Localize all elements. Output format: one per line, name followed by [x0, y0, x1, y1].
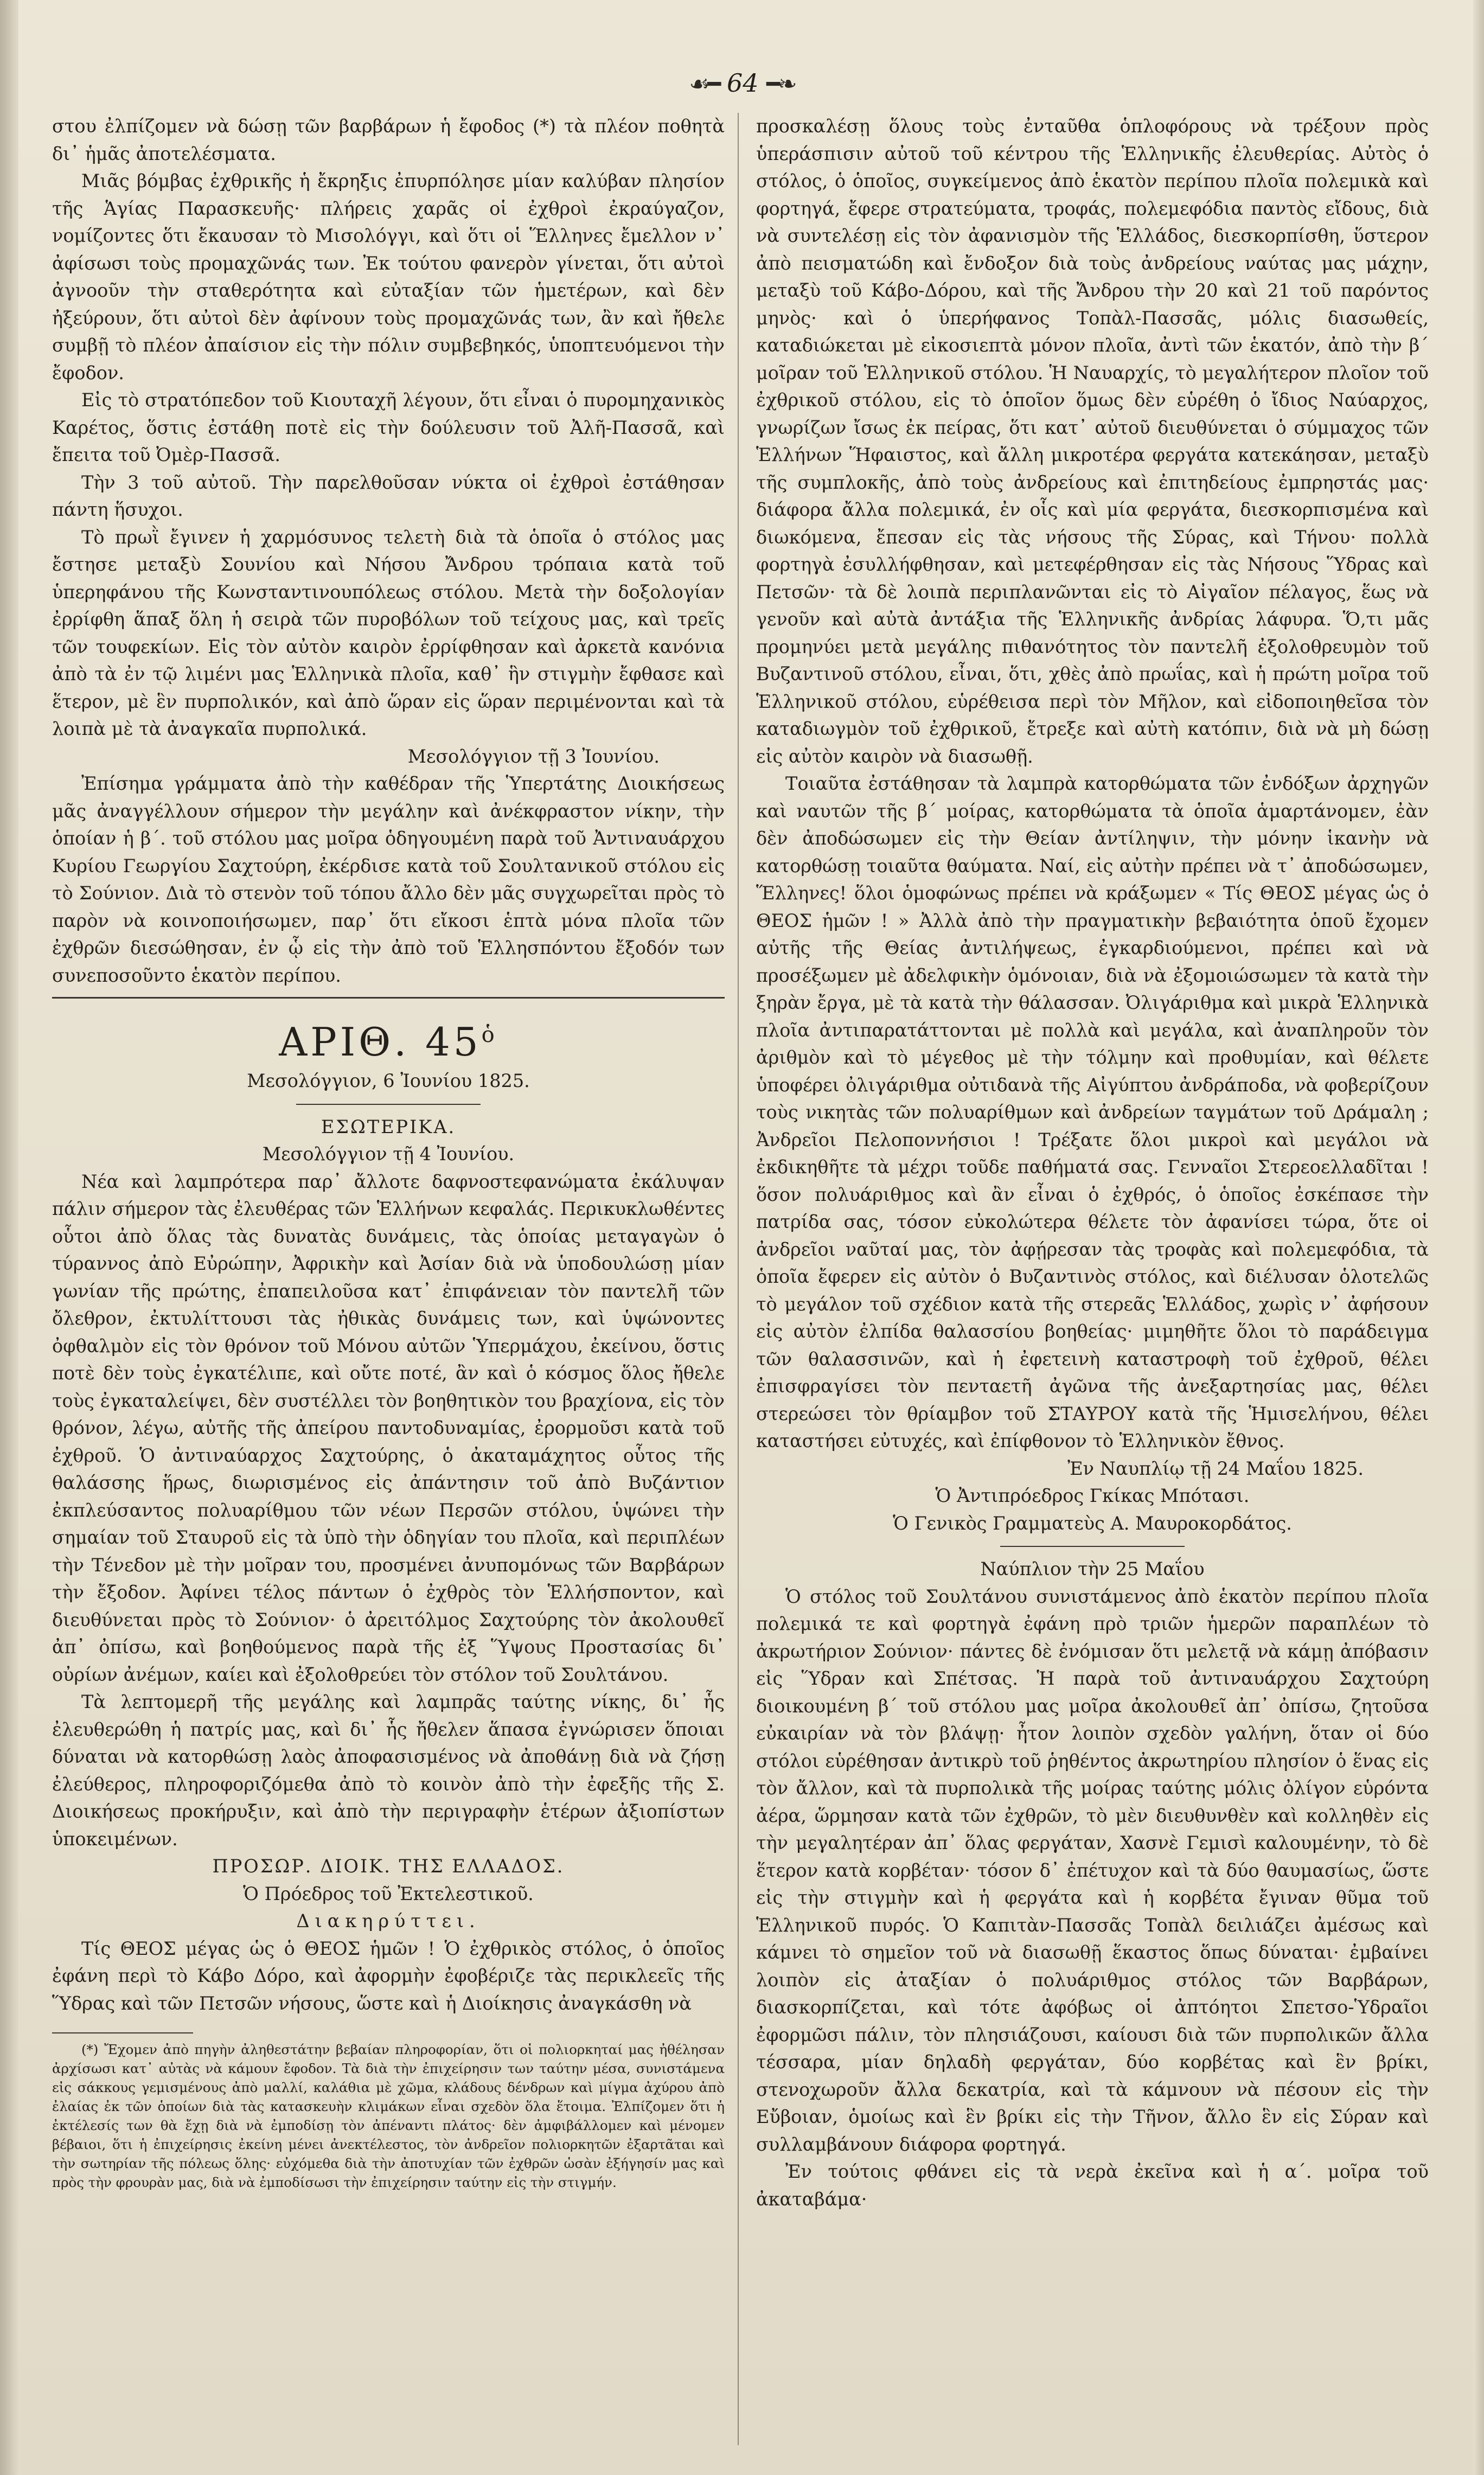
signature-secretary: Ὁ Γενικὸς Γραμματεὺς Α. Μαυροκορδάτος. [893, 1512, 1292, 1534]
paragraph: Ἐπίσημα γράμματα ἀπὸ τὴν καθέδραν τῆς Ὑπερτάτης Διοικήσεως μᾶς ἀναγγέλλουν σήμερον τὴν μεγάλην καὶ ἀνέκφραστον νίκην, τὴν ὁποίαν ἡ β΄. τοῦ στόλου μας μοῖρα ὁδηγουμένη παρὰ τοῦ Ἀντιναυάρχου Κυρίου Γεωργίου Σαχτούρη, ἐκέρδισε κατὰ τοῦ Σουλτανικοῦ στόλου εἰς τὸ Σούνιον. Διὰ τὸ στενὸν τοῦ τόπου ἄλλο δὲν μᾶς συγχωρεῖται πρὸς τὸ παρὸν νὰ κοινοποιήσωμεν, παρ᾽ ὅτι εἴκοσι ἑπτὰ μόνα πλοῖα τῶν ἐχθρῶν διεσώθησαν, ἐν ᾧ εἰς τὴν ἀπὸ τοῦ Ἑλλησπόντου ἔξοδόν των συνεποσοῦντο ἑκατὸν περίπου. [52, 773, 725, 986]
dateline: Ναύπλιον τὴν 25 Μαΐου [980, 1558, 1205, 1579]
section-rule [52, 997, 725, 999]
left-column [52, 113, 725, 2418]
paragraph: Τὴν 3 τοῦ αὐτοῦ. Τὴν παρελθοῦσαν νύκτα οἱ ἐχθροὶ ἐστάθησαν πάντη ἥσυχοι. [52, 471, 725, 520]
page-number: 64 [726, 68, 759, 98]
dateline: Μεσολόγγιον τῇ 4 Ἰουνίου. [262, 1143, 515, 1165]
paragraph: Τὸ πρωῒ ἔγινεν ἡ χαρμόσυνος τελετὴ διὰ τὰ ὁποῖα ὁ στόλος μας ἔστησε μεταξὺ Σουνίου καὶ Νήσου Ἄνδρου τρόπαια κατὰ τοῦ ὑπερηφάνου τῆς Κωνσταντινουπόλεως στόλου. Μετὰ τὴν δοξολογίαν ἐρρίφθη ἅπαξ ὅλη ἡ σειρὰ τῶν πυροβόλων τοῦ τείχους μας, καὶ τρεῖς τῶν τουφεκίων. Εἰς τὸν αὐτὸν καιρὸν ἐρρίφθησαν καὶ ἀρκετὰ κανόνια ἀπὸ τὰ ἐν τῷ λιμένι μας Ἑλληνικὰ πλοῖα, καθ᾽ ἣν στιγμὴν ἔφθασε καὶ ἕτερον, μὲ ἓν πυρπολικόν, καὶ ἀπὸ ὥραν εἰς ὥραν περιμένονται καὶ τὰ λοιπὰ μὲ τὰ ἀναγκαῖα πυρπολικά. [52, 526, 725, 739]
paragraph: Τὰ λεπτομερῆ τῆς μεγάλης καὶ λαμπρᾶς ταύτης νίκης, δι᾽ ἧς ἐλευθερώθη ἡ πατρίς μας, καὶ δι᾽ ἧς ἤθελεν ἅπασα ἐγνώρισεν ὅποιαι δύναται νὰ κατορθώσῃ λαὸς ἀποφασισμένος νὰ ἀποθάνῃ διὰ νὰ ζήσῃ ἐλεύθερος, πληροφοριζόμεθα ἀπὸ τὸ κοινὸν ἀπὸ τὴν ἐφεξῆς τῆς Σ. Διοικήσεως προκήρυξιν, καὶ ἀπὸ τὴν περιγραφὴν ἑτέρων ἀξιοπίστων ὑποκειμένων. [52, 1691, 725, 1850]
paragraph: Τίς ΘΕΟΣ μέγας ὡς ὁ ΘΕΟΣ ἡμῶν ! Ὁ ἐχθρικὸς στόλος, ὁ ὁποῖος ἐφάνη περὶ τὸ Κάβο Δόρο, καὶ ἀφορμὴν ἐφοβέριζε τὰς περικλεεῖς τῆς Ὕδρας καὶ τῶν Πετσῶν νήσους, ὥστε καὶ ἡ Διοίκησις ἀναγκάσθη νὰ [52, 1937, 725, 2014]
paragraph: στου ἐλπίζομεν νὰ δώσῃ τῶν βαρβάρων ἡ ἔφοδος (*) τὰ πλέον ποθητὰ δι᾽ ἡμᾶς ἀποτελέσματα. [52, 116, 725, 164]
section-heading: ΕΣΩΤΕΡΙΚΑ. [321, 1116, 456, 1137]
signature-vice-president: Ὁ Ἀντιπρόεδρος Γκίκας Μπότασι. [935, 1485, 1250, 1506]
paragraph: προσκαλέσῃ ὅλους τοὺς ἐνταῦθα ὁπλοφόρους νὰ τρέξουν πρὸς ὑπεράσπισιν αὐτοῦ τοῦ κέντρου τῆς Ἑλληνικῆς ἐλευθερίας. Αὐτὸς ὁ στόλος, ὁ ὁποῖος, συγκείμενος ἀπὸ ἑκατὸν περίπου πλοῖα πολεμικὰ καὶ φορτηγά, ἔφερε στρατεύματα, τροφάς, πολεμεφόδια παντὸς εἴδους, διὰ νὰ συντελέσῃ εἰς τὸν ἀφανισμὸν τῆς Ἑλλάδος, διεσκορπίσθη, ὕστερον ἀπὸ πεισματώδη καὶ ἔνδοξον διὰ τοὺς ἀνδρείους ναύτας μας μάχην, μεταξὺ τοῦ Κάβο-Δόρου, καὶ τῆς Ἄνδρου τὴν 20 καὶ 21 τοῦ παρόντος μηνὸς· καὶ ὁ ὑπερήφανος Τοπὰλ-Πασσᾶς, μόλις διασωθείς, καταδιώκεται μὲ εἰκοσιεπτὰ μόνον πλοῖα, ἀντὶ τῶν ἑκατόν, ἀπὸ τὴν β΄ μοῖραν τοῦ Ἑλληνικοῦ στόλου. Ἡ Ναυαρχίς, τὸ μεγαλήτερον πλοῖον τοῦ ἐχθρικοῦ στόλου, εἰς τὸ ὁποῖον ὅμως δὲν εὑρέθη ὁ ἴδιος Ναύαρχος, γνωρίζων ἴσως ἐκ πείρας, ὅτι κατ᾽ αὐτοῦ διευθύνεται ὁ σύμμαχος τῶν Ἑλλήνων Ἥφαιστος, καὶ ἄλλη μικροτέρα φεργάτα κατεκάησαν, μεταξὺ τῆς συμπλοκῆς, ἀπὸ τοὺς ἀνδρείους καὶ ἐπιτηδείους ἐμπρηστάς μας· διάφορα ἄλλα πολεμικά, ἐν οἷς καὶ μία φεργάτα, διεσκορπισμένα καὶ διωκόμενα, ἔπεσαν εἰς τὰς νήσους τῆς Σύρας, καὶ Τήνου· πολλὰ φορτηγὰ ἐσυλλήφθησαν, καὶ μετεφέρθησαν εἰς τὰς Νήσους Ὕδρας καὶ Πετσῶν· τὰ δὲ λοιπὰ περιπλανῶνται εἰς τὸ Αἰγαῖον πέλαγος, ἕως νὰ γενοῦν καὶ αὐτὰ ἀντάξια τῆς Ἑλληνικῆς ἀνδρίας λάφυρα. Ὅ,τι μᾶς προμηνύει μετὰ μεγάλης πιθανότητος τὸν παντελῆ ἐξολοθρευμὸν τοῦ Βυζαντινοῦ στόλου, εἶναι, ὅτι, χθὲς ἀπὸ πρωΐας, καὶ ἡ πρώτη μοῖρα τοῦ Ἑλληνικοῦ στόλου, εὑρέθεισα περὶ τὸν Μῆλον, καὶ εἰδοποιηθεῖσα τὸν καταδιωγμὸν τοῦ ἐχθρικοῦ, ἔτρεξε καὶ αὐτὴ κατόπιν, διὰ νὰ μὴ δώσῃ εἰς αὐτὸν καιρὸν νὰ διασωθῇ. [756, 116, 1429, 767]
column-divider [738, 113, 739, 2445]
decree-president: Ὁ Πρόεδρος τοῦ Ἐκτελεστικοῦ. [243, 1883, 534, 1904]
issue-suffix: ὁ [481, 1022, 498, 1047]
hand-ornament-left-icon: ☙━ [689, 71, 719, 97]
page-number-header [0, 68, 1484, 98]
paragraph: Τοιαῦτα ἐστάθησαν τὰ λαμπρὰ κατορθώματα τῶν ἐνδόξων ἀρχηγῶν καὶ ναυτῶν τῆς β΄ μοίρας, κατορθώματα τὰ ὁποῖα ἁμαρτάνομεν, ἐὰν δὲν ἀποδώσωμεν εἰς τὴν Θείαν ἀντίληψιν, τὴν μόνην ἱκανὴν νὰ κατορθώσῃ τοιαῦτα θαύματα. Ναί, εἰς αὐτὴν πρέπει νὰ τ᾽ ἀποδώσωμεν, Ἕλληνες! ὅλοι ὁμοφώνως πρέπει νὰ κράξωμεν « Τίς ΘΕΟΣ μέγας ὡς ὁ ΘΕΟΣ ἡμῶν ! » Ἀλλὰ ἀπὸ τὴν πραγματικὴν βεβαιότητα ὁποῦ ἔχομεν αὐτῆς τῆς Θείας ἀντιλήψεως, ἐγκαρδιούμενοι, πρέπει καὶ νὰ προσέξωμεν μὲ ἀδελφικὴν ὁμόνοιαν, διὰ νὰ ἐξομοιώσωμεν τὰ κατὰ τὴν ξηρὰν ἔργα, μὲ τὰ κατὰ τὴν θάλασσαν. Ὀλιγάριθμα καὶ μικρὰ Ἑλληνικὰ πλοῖα ἀντιπαρατάττονται μὲ πολλὰ καὶ μεγάλα, καὶ ἀναπληροῦν τὸν ἀριθμὸν καὶ τὸ μέγεθος μὲ τὴν τόλμην καὶ προθυμίαν, καὶ θέλετε ὑποφέρει ὀλιγάριθμα οὐτιδανὰ τῆς Αἰγύπτου ἀνδράποδα, νὰ φοβερίζουν τοὺς νικητὰς τῶν πολυαρίθμων καὶ ἀνδρείων ταγμάτων τοῦ Δράμαλη ; Ἀνδρεῖοι Πελοποννήσιοι ! Τρέξατε ὅλοι μικροὶ καὶ μεγάλοι νὰ ἐκδικηθῆτε τὰ μέχρι τοῦδε παθήματά σας. Γενναῖοι Στερεοελλαδῖται ! ὅσον πολυάριθμος καὶ ἂν εἶναι ὁ ἐχθρός, ὁ ὁποῖος ἐσκέπασε τὴν πατρίδα σας, τόσον εὐκολώτερα θέλετε τὸν ἀφανίσει τώρα, ὅτε οἱ ἀνδρεῖοι ναῦταί μας, τὸν ἀφῄρεσαν τὰς τροφὰς καὶ πολεμεφόδια, τὰ ὁποῖα ἔφερεν εἰς αὐτὸν ὁ Βυζαντινὸς στόλος, καὶ διέλυσαν ὁλοτελῶς τὸ μεγάλον τοῦ σχέδιον κατὰ τῆς στερεᾶς Ἑλλάδος, χωρὶς ν᾽ ἀφήσουν εἰς αὐτὸν ἐλπίδα θαλασσίου βοηθείας· μιμηθῆτε ὅλοι τὸ παράδειγμα τῶν θαλασσινῶν, καὶ ἡ ἐφετεινὴ καταστροφὴ τοῦ ἐχθροῦ, θέλει ἐπισφραγίσει τὸν πενταετῆ ἀγῶνα τῆς ἀνεξαρτησίας μας, θέλει στερεώσει τὸν θρίαμβον τοῦ ΣΤΑΥΡΟΥ κατὰ τῆς Ἡμισελήνου, θέλει καταστήσει εὐτυχές, καὶ ἐπίφθονον τὸ Ἑλληνικὸν ἔθνος. [756, 773, 1429, 1451]
dateline: Μεσολόγγιον τῇ 3 Ἰουνίου. [407, 745, 660, 767]
decree-place-date: Ἐν Ναυπλίῳ τῇ 24 Μαΐου 1825. [1067, 1457, 1364, 1479]
issue-number: ΑΡΙΘ. 45 [279, 1019, 482, 1065]
issue-title [52, 1012, 725, 1065]
footnote: (*) Ἔχομεν ἀπὸ πηγὴν ἀληθεστάτην βεβαίαν πληροφορίαν, ὅτι οἱ πολιορκηταί μας ἠθέλησαν ἀρχίσωσι κατ᾽ αὐτὰς νὰ κάμουν ἔφοδον. Τὰ διὰ τὴν ἐπιχείρησιν των ταύτην μέσα, συνιστάμενα εἰς σάκκους γεμισμένους ἀπὸ μαλλί, καλάθια μὲ χῶμα, κλάδους δένδρων καὶ μίγμα ἀχύρου ἀπὸ ἐλαίας ἐκ τῶν ὁποίων διὰ τὰς κατασκευὴν κλιμάκων εἶναι σχεδὸν ὅλα ἕτοιμα. Ἐλπίζομεν ὅτι ἡ ἐκτέλεσίς των θὰ ἔχῃ διὰ νὰ ἐμποδίσῃ τὸν ἀπέναντι πλάτος· δὲν ἀμφιβάλλομεν καὶ μένομεν βέβαιοι, ὅτι ἡ ἐπιχείρησις ἐκείνη μένει ἀνεκτέλεστος, τὸν ἀνδρεῖον πολιορκητῶν ἐξαρτᾶται καὶ τὴν σωτηρίαν τῆς πόλεως ὅλης· εὐχόμεθα διὰ τὴν ἀποτυχίαν τῶν ἐχθρῶν ὡσὰν ἐξήγησίν μας καὶ πρὸς τὴν φρουρὰν μας, διὰ νὰ ἐμποδίσωσι τὴν ἐπιχείρησιν ταύτην εἰς τὴν στιγμήν. [52, 2042, 725, 2190]
decree-heading: ΠΡΟΣΩΡ. ΔΙΟΙΚ. ΤΗΣ ΕΛΛΑΔΟΣ. [212, 1856, 565, 1877]
issue-dateline: Μεσολόγγιον, 6 Ἰουνίου 1825. [247, 1070, 530, 1091]
paragraph: Ἐν τούτοις φθάνει εἰς τὰ νερὰ ἐκεῖνα καὶ ἡ α΄. μοῖρα τοῦ ἀκαταβάμα· [756, 2161, 1429, 2210]
rule [1000, 1546, 1185, 1547]
hand-ornament-right-icon: ━❧ [766, 71, 795, 97]
paragraph: Μιᾶς βόμβας ἐχθρικῆς ἡ ἔκρηξις ἐπυρπόλησε μίαν καλύβαν πλησίον τῆς Ἁγίας Παρασκευῆς· πλήρεις χαρᾶς οἱ ἐχθροὶ ἐκραύγαζον, νομίζοντες ὅτι ἔκαυσαν τὸ Μισολόγγι, καὶ ὅτι οἱ Ἕλληνες ἔμελλον ν᾽ ἀφίσωσι τοὺς προμαχῶνάς των. Ἐκ τούτου φανερὸν γίνεται, ὅτι αὐτοὶ ἀγνοοῦν τὴν σταθερότητα καὶ εὐταξίαν τῶν ἡμετέρων, καὶ δὲν ἠξεύρουν, ὅτι αὐτοὶ δὲν ἀφίνουν τοὺς προμαχῶνάς των, ἂν καὶ ἤθελε συμβῇ τὸ πλέον ἀπαίσιον εἰς τὴν πόλιν συμβεβηκός, ὑποπτευόμενοι τὴν ἔφοδον. [52, 170, 725, 383]
rule [296, 1104, 481, 1105]
paragraph: Εἰς τὸ στρατόπεδον τοῦ Κιουταχῆ λέγουν, ὅτι εἶναι ὁ πυρομηχανικὸς Καρέτος, ὅστις ἐστάθη ποτὲ εἰς τὴν δούλευσιν τοῦ Ἀλῆ-Πασσᾶ, καὶ ἔπειτα τοῦ Ὀμὲρ-Πασσᾶ. [52, 389, 725, 465]
scan-edge-shadow-left [0, 0, 18, 2475]
paragraph: Νέα καὶ λαμπρότερα παρ᾽ ἄλλοτε δαφνοστεφανώματα ἐκάλυψαν πάλιν σήμερον τὰς ἐλευθέρας τῶν Ἑλλήνων κεφαλάς. Περικυκλωθέντες οὗτοι ἀπὸ ὅλας τὰς δυνατὰς δυνάμεις, τὰς ὁποίας μεταγαγὼν ὁ τύραννος ἀπὸ Εὐρώπην, Ἀφρικὴν καὶ Ἀσίαν διὰ νὰ ὑποδουλώσῃ μίαν γωνίαν τῆς πρώτης, ἐπαπειλοῦσα κατ᾽ ἐπιφάνειαν τὸν παντελῆ τῶν ὄλεθρον, ἐκτυλίττουσι τὰς ἠθικὰς δυνάμεις των, καὶ ὑψώνοντες ὀφθαλμὸν εἰς τὸν θρόνον τοῦ Μόνου αὐτῶν Ὑπερμάχου, ἐκείνου, ὅστις ποτὲ δὲν τοὺς ἐγκατέλιπε, καὶ οὔτε ποτέ, ἂν καὶ ὁ κόσμος ὅλος ἤθελε τοὺς ἐγκαταλείψει, δὲν συστέλλει τὸν βοηθητικὸν του βραχίονα, εἰς τὸν θρόνον, λέγω, αὐτῆς τῆς ἀπείρου παντοδυναμίας, ἐρορμοῦσι κατὰ τοῦ ἐχθροῦ. Ὁ ἀντιναύαρχος Σαχτούρης, ὁ ἀκαταμάχητος οὗτος τῆς θαλάσσης ἥρως, διωρισμένος εἰς ἀπάντησιν τοῦ ἀπὸ Βυζάντιον ἐκπλεύσαντος πολυαρίθμου τῶν νέων Περσῶν στόλου, ὑψώνει τὴν σημαίαν τοῦ Σταυροῦ εἰς τὰ ὑπὸ τὴν ὁδηγίαν του πλοῖα, καὶ περιπλέων τὴν Τένεδον μὲ τὴν μοῖραν του, προσμένει ἀνυπομόνως τῶν Βαρβάρων τὴν ἔξοδον. Ἀφίνει τέλος πάντων ὁ ἐχθρὸς τὸν Ἑλλήσποντον, καὶ διευθύνεται πρὸς τὸ Σούνιον· ὁ ἀρειτόλμος Σαχτούρης τὸν ἀκολουθεῖ ἀπ᾽ ὀπίσω, καὶ βοηθούμενος παρὰ τῆς ἐξ Ὕψους Προστασίας δι᾽ οὐρίων ἀνέμων, καίει καὶ ἐξολοθρεύει τὸν στόλον τοῦ Σουλτάνου. [52, 1171, 725, 1685]
paragraph: Ὁ στόλος τοῦ Σουλτάνου συνιστάμενος ἀπὸ ἑκατὸν περίπου πλοῖα πολεμικά τε καὶ φορτηγὰ ἐφάνη πρὸ τριῶν ἡμερῶν παραπλέων τὸ ἀκρωτήριον Σούνιον· πάντες δὲ ἐνόμισαν ὅτι μελετᾷ νὰ κάμῃ ἀπόβασιν εἰς Ὕδραν καὶ Σπέτσας. Ἡ παρὰ τοῦ ἀντιναυάρχου Σαχτούρη διοικουμένη β΄ τοῦ στόλου μας μοῖρα ἀκολουθεῖ ἀπ᾽ ὀπίσω, ζητοῦσα εὐκαιρίαν νὰ τὸν βλάψῃ· ἦτον λοιπὸν σχεδὸν γαλήνη, ὅταν οἱ δύο στόλοι εὑρέθησαν ἀντικρὺ τοῦ ῥηθέντος ἀκρωτηρίου πλησίον ὁ ἕνας εἰς τὸν ἄλλον, καὶ τὰ πυρπολικὰ τῆς μοίρας ταύτης μόλις ὀλίγον εὑρόντα ἀέρα, ὥρμησαν κατὰ τῶν ἐχθρῶν, τὸ μὲν διευθυνθὲν καὶ κολληθὲν εἰς τὴν μεγαλητέραν ἀπ᾽ ὅλας φεργάταν, Χασνὲ Γεμισὶ καλουμένην, τὸ δὲ ἕτερον κατὰ κορβέταν· τόσον δ᾽ ἐπέτυχον καὶ τὰ δύο θαυμασίως, ὥστε εἰς τὴν στιγμὴν καὶ ἡ φεργάτα καὶ ἡ κορβέτα ἔγιναν θῦμα τοῦ Ἑλληνικοῦ πυρός. Ὁ Καπιτὰν-Πασσᾶς Τοπὰλ δειλιάζει ἀμέσως καὶ κάμνει τὸ σημεῖον τοῦ νὰ διασωθῇ ἕκαστος ὅπως δύναται· ἐμβαίνει λοιπὸν εἰς ἀταξίαν ὁ πολυάριθμος στόλος τῶν Βαρβάρων, διασκορπίζεται, καὶ τότε ἀφόβως οἱ ἀπτόητοι Σπετσο-Ὑδραῖοι ἐφορμῶσι πάλιν, τὸν πλησιάζουσι, καίουσι διὰ τῶν πυρπολικῶν ἄλλα τέσσαρα, μίαν δηλαδὴ φεργάταν, δύο κορβέτας καὶ ἓν βρίκι, στενοχωροῦν ἄλλα δεκατρία, καὶ τὰ κάμνουν νὰ πέσουν εἰς τὴν Εὔβοιαν, ὁμοίως καὶ ἓν βρίκι εἰς τὴν Τῆνον, ἄλλο ἓν εἰς Σύραν καὶ συλλαμβάνουν διάφορα φορτηγά. [756, 1585, 1429, 2155]
right-column [756, 113, 1429, 2418]
scan-edge-shadow-right [1473, 0, 1484, 2475]
footnote-rule [52, 2032, 193, 2033]
decree-proclaims: Διακηρύττει. [296, 1910, 481, 1932]
